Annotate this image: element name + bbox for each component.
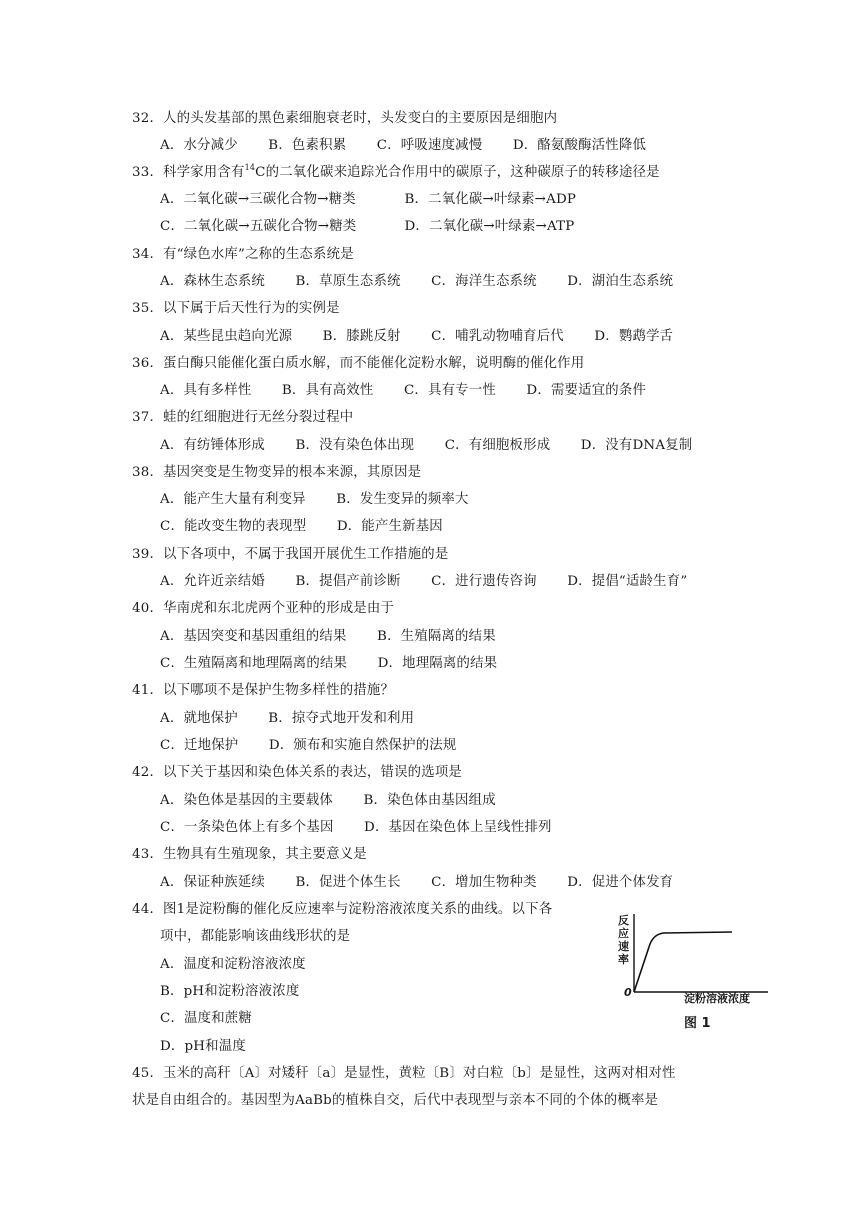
y-label-char: 速 (618, 940, 629, 953)
option-d: D．二氧化碳→叶绿素→ATP (404, 219, 575, 234)
option-a: A．就地保护 (160, 711, 238, 726)
option-b: B．二氧化碳→叶绿素→ADP (404, 192, 577, 207)
option-a: A．保证种族延续 (160, 875, 266, 890)
option-c: C．呼吸速度减慢 (376, 138, 483, 153)
option-a: A．温度和淀粉溶液浓度 (160, 957, 306, 972)
options-36 (160, 382, 646, 400)
origin-label: 0 (624, 986, 632, 999)
question-39: 39．以下各项中，不属于我国开展优生工作措施的是 (132, 547, 449, 562)
option-c: C．温度和蔗糖 (160, 1011, 252, 1026)
question-41: 41．以下哪项不是保护生物多样性的措施？ (132, 683, 395, 698)
option-b: B．膝跳反射 (322, 329, 401, 344)
option-c: C．哺乳动物哺育后代 (431, 329, 564, 344)
option-b: B．具有高效性 (281, 383, 374, 398)
options-39 (160, 573, 687, 591)
option-d: D．pH和温度 (160, 1039, 246, 1054)
x-axis-label: 淀粉溶液浓度 (684, 992, 750, 1005)
option-a: A．能产生大量有利变异 (160, 492, 306, 507)
options-33-row1 (160, 191, 576, 209)
question-33 (132, 164, 660, 182)
question-37: 37．蛙的红细胞进行无丝分裂过程中 (132, 410, 354, 425)
option-c: C．具有专一性 (403, 383, 496, 398)
option-d: D．湖泊生态系统 (567, 274, 674, 289)
rate-curve (634, 932, 732, 992)
question-45-line1: 45．玉米的高秆〔A〕对矮秆〔a〕是显性，黄粒〔B〕对白粒〔b〕是显性，这两对相对性 (132, 1066, 676, 1081)
option-c: C．有细胞板形成 (444, 438, 551, 453)
option-b: B．色素积累 (268, 138, 347, 153)
option-b: B．pH和淀粉溶液浓度 (160, 984, 300, 999)
option-c: C．进行遗传咨询 (431, 574, 537, 589)
question-40: 40．华南虎和东北虎两个亚种的形成是由于 (132, 601, 395, 616)
option-d: D．促进个体发育 (567, 875, 674, 890)
option-c: C．一条染色体上有多个基因 (160, 820, 334, 835)
options-43 (160, 874, 673, 892)
option-a: A．森林生态系统 (160, 274, 266, 289)
option-d: D．基因在染色体上呈线性排列 (364, 820, 552, 835)
option-b: B．掠夺式地开发和利用 (268, 711, 415, 726)
y-label-char: 应 (618, 927, 629, 940)
option-b: B．草原生态系统 (295, 274, 401, 289)
options-32 (160, 137, 646, 155)
figure-1 (612, 908, 772, 1034)
option-c: C．海洋生态系统 (431, 274, 537, 289)
option-a: A．染色体是基因的主要载体 (160, 793, 333, 808)
options-34 (160, 273, 673, 291)
options-42-row1 (160, 792, 496, 810)
option-c: C．增加生物种类 (431, 875, 537, 890)
option-c: C．二氧化碳→五碳化合物→糖类 (160, 219, 357, 234)
question-32: 32．人的头发基部的黑色素细胞衰老时，头发变白的主要原因是细胞内 (132, 111, 558, 126)
options-38-row1 (160, 491, 469, 509)
options-33-row2 (160, 218, 574, 236)
isotope-superscript: 14 (244, 163, 256, 172)
option-a: A．允许近亲结婚 (160, 574, 266, 589)
figure-caption: 图 1 (684, 1016, 711, 1031)
y-label-char: 反 (618, 914, 629, 927)
options-35 (160, 328, 673, 346)
option-a: A．基因突变和基因重组的结果 (160, 629, 347, 644)
option-d: D．需要适宜的条件 (526, 383, 647, 398)
option-c: C．能改变生物的表现型 (160, 519, 307, 534)
option-a: A．具有多样性 (160, 383, 252, 398)
question-43: 43．生物具有生殖现象，其主要意义是 (132, 847, 367, 862)
options-42-row2 (160, 819, 552, 837)
option-a: A．水分减少 (160, 138, 238, 153)
question-45-line2: 状是自由组合的。基因型为AaBb的植株自交，后代中表现型与亲本不同的个体的概率是 (132, 1093, 659, 1108)
question-35: 35．以下属于后天性行为的实例是 (132, 301, 340, 316)
option-a: A．二氧化碳→三碳化合物→糖类 (160, 192, 356, 207)
option-a: A．有纺锤体形成 (160, 438, 266, 453)
options-41-row1 (160, 710, 414, 728)
question-44-line2: 项中，都能影响该曲线形状的是 (160, 929, 351, 944)
option-d: D．能产生新基因 (336, 519, 443, 534)
question-44-line1: 44．图1是淀粉酶的催化反应速率与淀粉溶液浓度关系的曲线。以下各 (132, 902, 553, 917)
option-b: B．生殖隔离的结果 (377, 629, 496, 644)
question-42: 42．以下关于基因和染色体关系的表达，错误的选项是 (132, 765, 463, 780)
option-d: D．酪氨酸酶活性降低 (512, 138, 647, 153)
option-b: B．没有染色体出现 (295, 438, 415, 453)
question-36: 36．蛋白酶只能催化蛋白质水解，而不能催化淀粉水解，说明酶的催化作用 (132, 356, 585, 371)
option-b: B．促进个体生长 (295, 875, 401, 890)
option-a: A．某些昆虫趋向光源 (160, 329, 293, 344)
option-d: D．颁布和实施自然保护的法规 (268, 738, 457, 753)
question-33-part-b: C的二氧化碳来追踪光合作用中的碳原子，这种碳原子的转移途径是 (255, 165, 660, 180)
options-41-row2 (160, 737, 457, 755)
options-38-row2 (160, 518, 443, 536)
option-c: C．生殖隔离和地理隔离的结果 (160, 656, 348, 671)
question-38: 38．基因突变是生物变异的根本来源，其原因是 (132, 465, 422, 480)
options-40-row2 (160, 655, 497, 673)
options-40-row1 (160, 628, 496, 646)
option-b: B．提倡产前诊断 (295, 574, 401, 589)
option-b: B．染色体由基因组成 (363, 793, 496, 808)
option-d: D．地理隔离的结果 (377, 656, 498, 671)
option-d: D．提倡“适龄生育” (567, 574, 688, 589)
option-b: B．发生变异的频率大 (336, 492, 469, 507)
question-34: 34．有“绿色水库”之称的生态系统是 (132, 247, 354, 262)
option-d: D．没有DNA复制 (580, 438, 693, 453)
options-37 (160, 437, 692, 455)
y-label-char: 率 (618, 953, 629, 966)
option-c: C．迁地保护 (160, 738, 239, 753)
question-33-part-a: 33．科学家用含有 (132, 165, 245, 180)
option-d: D．鹦鹉学舌 (594, 329, 674, 344)
